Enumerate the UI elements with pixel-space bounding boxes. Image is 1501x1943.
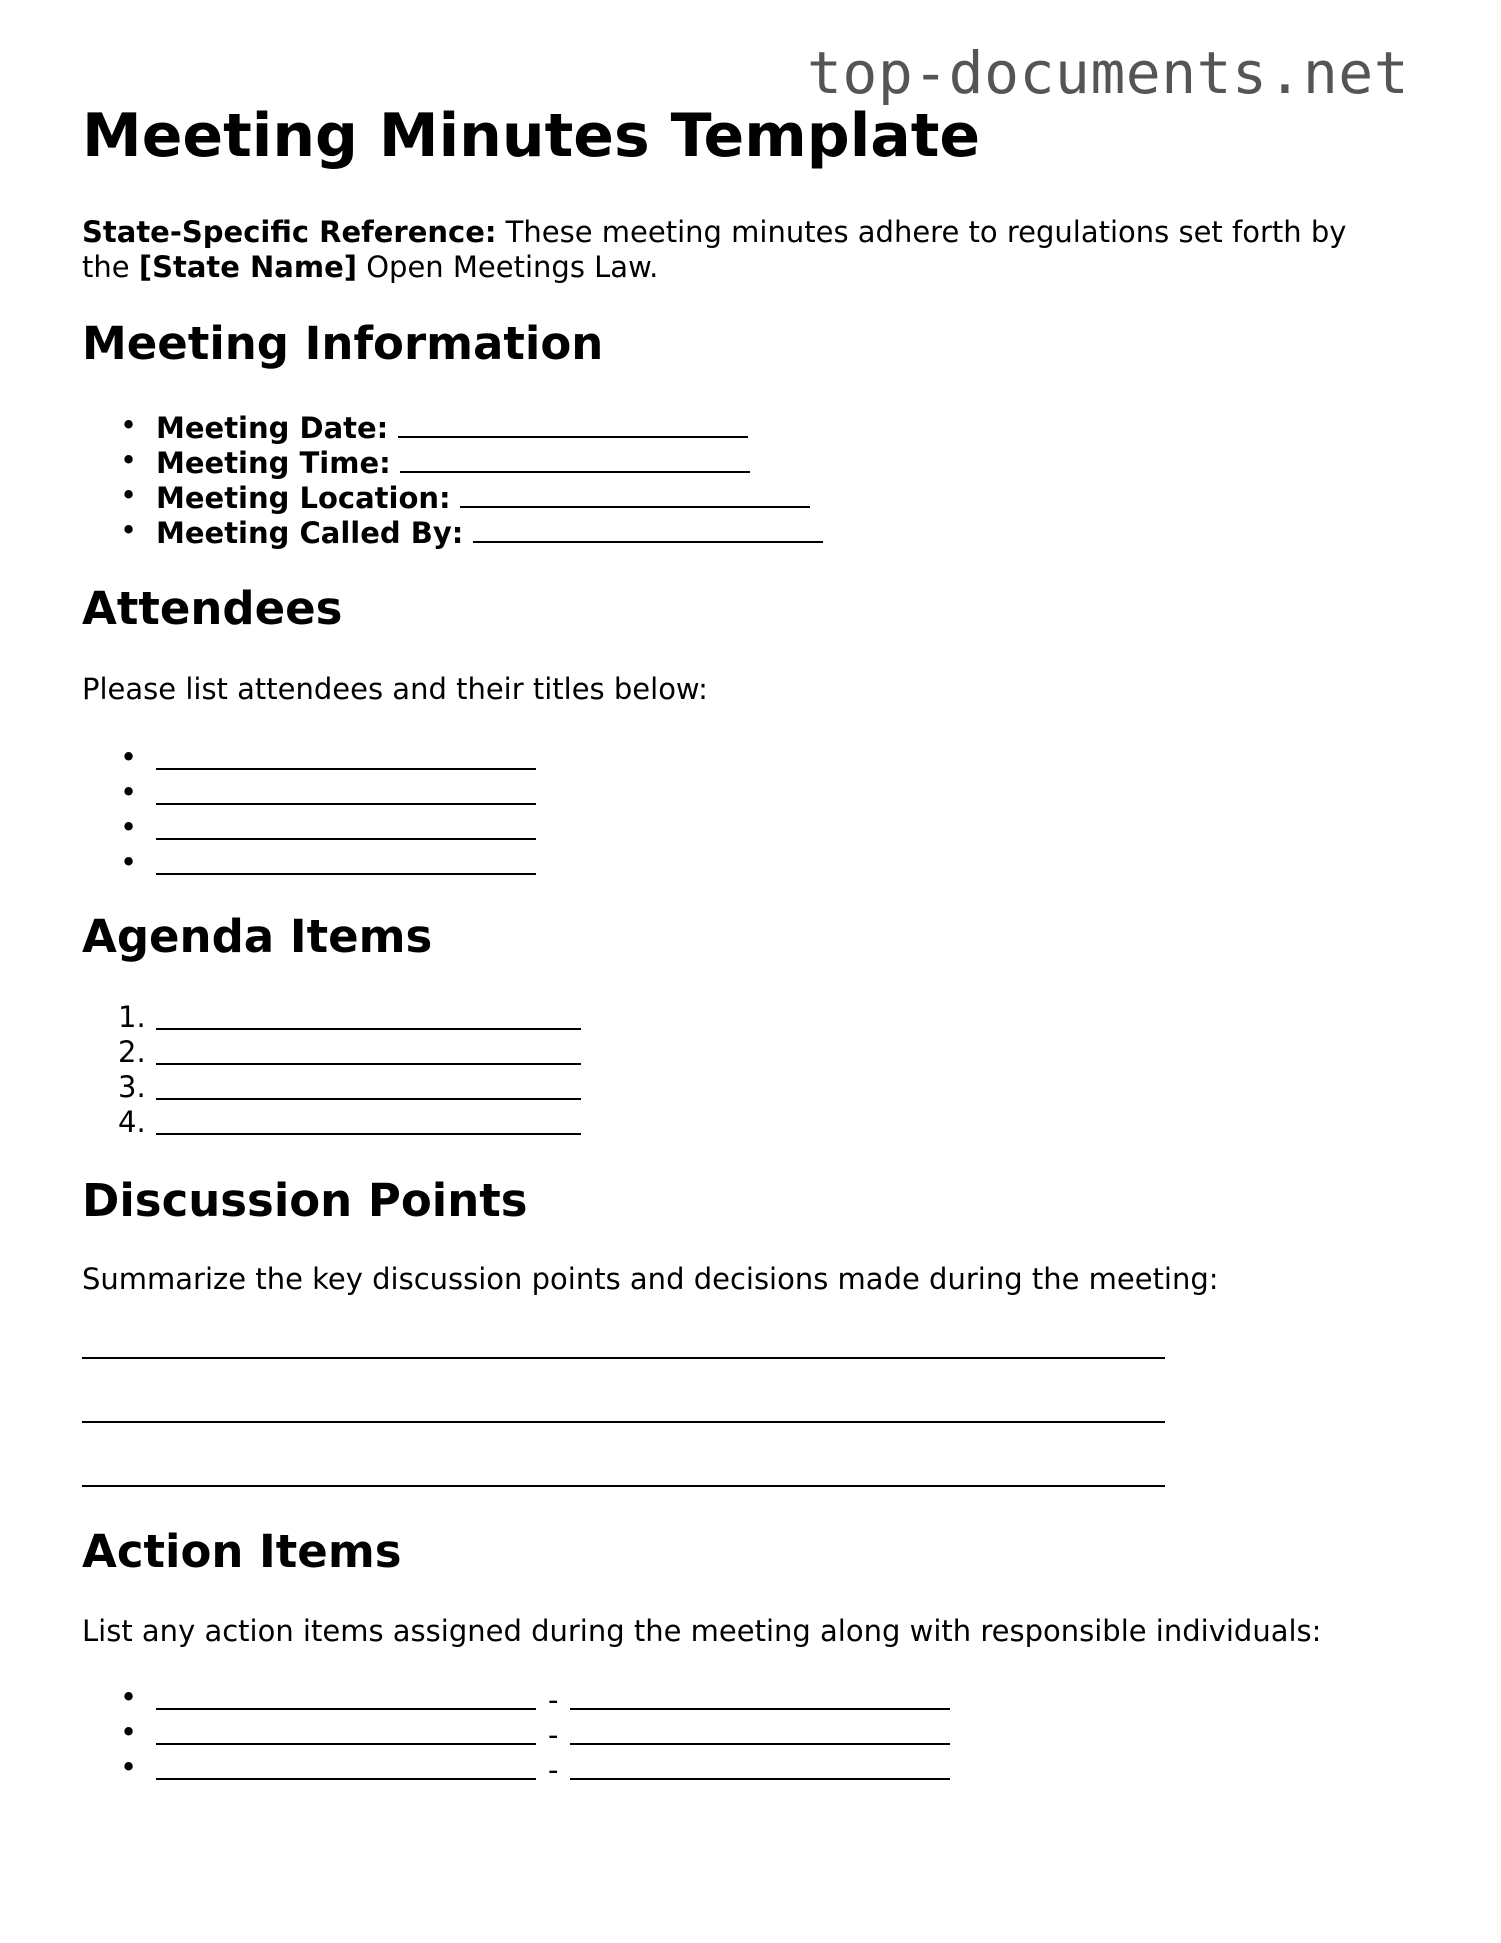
action-item-field[interactable] <box>156 1715 536 1745</box>
discussion-line[interactable] <box>82 1357 1165 1359</box>
bullet-icon: • <box>120 513 138 547</box>
action-item-field[interactable] <box>156 1680 536 1710</box>
responsible-person-field[interactable] <box>570 1680 950 1710</box>
attendees-heading: Attendees <box>82 582 343 635</box>
agenda-item-field[interactable] <box>156 1000 581 1030</box>
attendees-instruction: Please list attendees and their titles below: <box>82 672 708 706</box>
agenda-item-field[interactable] <box>156 1070 581 1100</box>
meeting-time-label: Meeting Time: <box>156 446 391 480</box>
attendee-field[interactable] <box>156 845 536 875</box>
list-item <box>82 513 823 548</box>
list-item <box>82 1715 950 1750</box>
meeting-called-by-field[interactable] <box>473 513 823 543</box>
meeting-location-label: Meeting Location: <box>156 481 451 515</box>
list-item <box>82 810 536 845</box>
action-item-field[interactable] <box>156 1750 536 1780</box>
bullet-icon: • <box>120 408 138 442</box>
reference-text-post: Open Meetings Law. <box>357 250 659 284</box>
meeting-information-heading: Meeting Information <box>82 317 604 370</box>
list-item <box>82 1680 950 1715</box>
separator: - <box>548 1753 559 1787</box>
state-name-placeholder: [State Name] <box>138 250 357 284</box>
discussion-line[interactable] <box>82 1421 1165 1423</box>
bullet-icon: • <box>120 1680 138 1714</box>
agenda-items-heading: Agenda Items <box>82 910 433 963</box>
agenda-item-field[interactable] <box>156 1105 581 1135</box>
list-item <box>82 408 823 443</box>
meeting-called-by-label: Meeting Called By: <box>156 516 464 550</box>
responsible-person-field[interactable] <box>570 1715 950 1745</box>
action-items-list <box>82 1680 950 1785</box>
item-number: 4. <box>118 1105 146 1139</box>
discussion-line[interactable] <box>82 1485 1165 1487</box>
list-item <box>82 443 823 478</box>
list-item <box>82 1035 581 1070</box>
meeting-date-label: Meeting Date: <box>156 411 389 445</box>
list-item <box>82 845 536 880</box>
reference-text-pre: the <box>82 250 139 284</box>
bullet-icon: • <box>120 845 138 879</box>
meeting-date-field[interactable] <box>398 408 748 438</box>
bullet-icon: • <box>120 1715 138 1749</box>
agenda-item-field[interactable] <box>156 1035 581 1065</box>
bullet-icon: • <box>120 1750 138 1784</box>
list-item <box>82 740 536 775</box>
reference-label: State-Specific Reference: <box>82 215 497 249</box>
list-item <box>82 478 823 513</box>
bullet-icon: • <box>120 478 138 512</box>
attendee-field[interactable] <box>156 740 536 770</box>
list-item <box>82 1105 581 1140</box>
bullet-icon: • <box>120 810 138 844</box>
discussion-instruction: Summarize the key discussion points and decisions made during the meeting: <box>82 1262 1219 1296</box>
item-number: 3. <box>118 1070 146 1104</box>
attendee-field[interactable] <box>156 810 536 840</box>
list-item <box>82 1000 581 1035</box>
meeting-time-field[interactable] <box>400 443 750 473</box>
meeting-information-list <box>82 408 823 548</box>
separator: - <box>548 1683 559 1717</box>
watermark: top-documents.net <box>807 39 1410 107</box>
reference-text-line1: These meeting minutes adhere to regulations set forth by <box>496 215 1347 249</box>
discussion-points-heading: Discussion Points <box>82 1174 528 1227</box>
item-number: 1. <box>118 1000 146 1034</box>
list-item <box>82 1070 581 1105</box>
responsible-person-field[interactable] <box>570 1750 950 1780</box>
agenda-items-list <box>82 1000 581 1140</box>
list-item <box>82 775 536 810</box>
bullet-icon: • <box>120 740 138 774</box>
bullet-icon: • <box>120 443 138 477</box>
attendees-list <box>82 740 536 880</box>
state-reference <box>82 215 1346 285</box>
action-items-heading: Action Items <box>82 1525 402 1578</box>
action-items-instruction: List any action items assigned during the meeting along with responsible individuals: <box>82 1614 1322 1648</box>
page-title: Meeting Minutes Template <box>82 101 981 171</box>
list-item <box>82 1750 950 1785</box>
bullet-icon: • <box>120 775 138 809</box>
item-number: 2. <box>118 1035 146 1069</box>
attendee-field[interactable] <box>156 775 536 805</box>
separator: - <box>548 1718 559 1752</box>
meeting-location-field[interactable] <box>460 478 810 508</box>
